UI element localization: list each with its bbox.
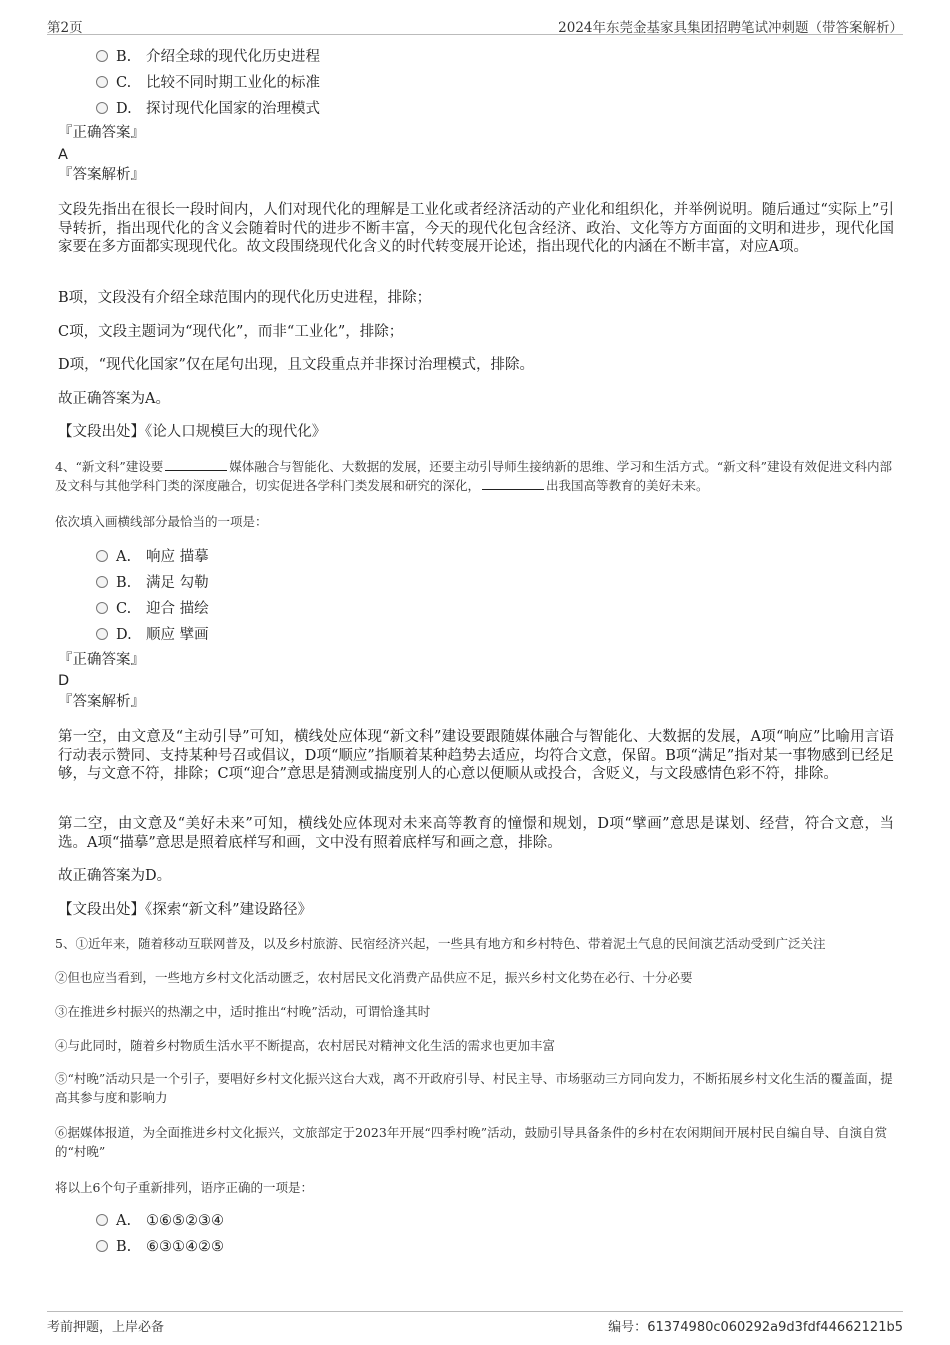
q4-option-c[interactable]: C. 迎合 描绘 [96,599,209,619]
q4-analysis-para: 第二空，由文意及“美好未来”可知，横线处应体现对未来高等教育的憧憬和规划，D项“擘画”意思是谋划、经营，符合文意，当选。A项“描摹”意思是照着底样写和画，文中没有照着底样写和画之意，排除。 [58,816,894,851]
q3-analysis-label: 『答案解析』 [58,167,145,183]
blank-line [482,477,544,490]
q4-analysis-para: 故正确答案为D。 [58,868,172,884]
radio-icon[interactable] [96,1240,108,1252]
q4-answer-label: 『正确答案』 [58,652,145,668]
q5-option-a[interactable]: A. ①⑥⑤②③④ [96,1211,224,1231]
q4-prompt: 依次填入画横线部分最恰当的一项是： [55,514,268,529]
q4-option-a[interactable]: A. 响应 描摹 [96,547,209,567]
q4-stem: 4、“新文科”建设要 媒体融合与智能化、大数据的发展，还要主动引导师生接纳新的思维、学习和生活方式。“新文科”建设有效促进文科内部及文科与其他学科门类的深度融合，切实促进各学科门类发展和研究的深化， 出我国高等教育的美好未来。 [55,459,893,493]
q3-analysis-para: B项，文段没有介绍全球范围内的现代化历史进程，排除； [58,290,432,306]
q3-analysis-para: 文段先指出在很长一段时间内，人们对现代化的理解是工业化或者经济活动的产业化和组织化，并举例说明。随后通过“实际上”引导转折，指出现代化的含义会随着时代的进步不断丰富，今天的现代化包含经济、政治、文化等方方面面的文明和进步，现代化国家要在多方面都实现现代化。故文段围绕现代化含义的时代转变展开论述，指出现代化的内涵在不断丰富，对应A项。 [58,202,894,255]
q5-prompt: 将以上6个句子重新排列，语序正确的一项是： [55,1180,313,1195]
q4-option-d[interactable]: D. 顺应 擘画 [96,625,209,645]
q4-analysis-label: 『答案解析』 [58,694,145,710]
q4-analysis-para: 第一空，由文意及“主动引导”可知，横线处应体现“新文科”建设要跟随媒体融合与智能化、大数据的发展，A项“响应”比喻用言语行动表示赞同、支持某种号召或倡议，D项“顺应”指顺着某种趋势去适应，均符合文意，保留。B项“满足”指对某一事物感到已经足够，与文意不符，排除；C项“迎合”意思是猜测或揣度别人的心意以便顺从或投合，含贬义，与文段感情色彩不符，排除。 [58,729,894,782]
q4-answer: D [58,673,70,689]
q5-sentence: ②但也应当看到，一些地方乡村文化活动匮乏，农村居民文化消费产品供应不足，振兴乡村文化势在必行、十分必要 [55,970,693,985]
q3-analysis-para: D项，“现代化国家”仅在尾句出现，且文段重点并非探讨治理模式，排除。 [58,357,534,373]
page-header [47,14,903,35]
radio-icon[interactable] [96,628,108,640]
radio-icon[interactable] [96,76,108,88]
radio-icon[interactable] [96,1214,108,1226]
radio-icon[interactable] [96,50,108,62]
page-number: 第2页 [47,20,83,36]
page-footer [47,1311,903,1334]
radio-icon[interactable] [96,576,108,588]
q5-sentence: ⑤“村晚”活动只是一个引子，要唱好乡村文化振兴这台大戏，离不开政府引导、村民主导、市场驱动三方同向发力，不断拓展乡村文化生活的覆盖面，提高其参与度和影响力 [55,1071,893,1105]
q5-option-b[interactable]: B. ⑥③①④②⑤ [96,1237,224,1257]
q3-answer: A [58,147,68,163]
radio-icon[interactable] [96,550,108,562]
q5-sentence: ⑥据媒体报道，为全面推进乡村文化振兴，文旅部定于2023年开展“四季村晚”活动，鼓励引导具备条件的乡村在农闲期间开展村民自编自导、自演自赏的“村晚” [55,1125,888,1159]
radio-icon[interactable] [96,602,108,614]
footer-slogan: 考前押题，上岸必备 [47,1320,165,1335]
q3-option-b[interactable]: B. 介绍全球的现代化历史进程 [96,47,320,67]
q3-answer-label: 『正确答案』 [58,125,145,141]
q5-sentence: ③在推进乡村振兴的热潮之中，适时推出“村晚”活动，可谓恰逢其时 [55,1004,431,1019]
q3-analysis-para: 故正确答案为A。 [58,391,170,407]
q5-sentence: ④与此同时，随着乡村物质生活水平不断提高，农村居民对精神文化生活的需求也更加丰富 [55,1038,556,1053]
q3-source: 【文段出处】《论人口规模巨大的现代化》 [58,424,327,440]
document-title: 2024年东莞金基家具集团招聘笔试冲刺题（带答案解析） [558,20,903,36]
q3-analysis-para: C项，文段主题词为“现代化”，而非“工业化”，排除； [58,324,404,340]
radio-icon[interactable] [96,102,108,114]
q3-option-d[interactable]: D. 探讨现代化国家的治理模式 [96,99,320,119]
q3-option-c[interactable]: C. 比较不同时期工业化的标准 [96,73,320,93]
q4-source: 【文段出处】《探索“新文科”建设路径》 [58,902,313,918]
q4-option-b[interactable]: B. 满足 勾勒 [96,573,209,593]
q5-sentence: 5、①近年来，随着移动互联网普及，以及乡村旅游、民宿经济兴起，一些具有地方和乡村特色、带着泥土气息的民间演艺活动受到广泛关注 [55,936,826,951]
blank-line [165,458,227,471]
document-code: 编号：61374980c060292a9d3fdf44662121b5 [608,1320,903,1335]
